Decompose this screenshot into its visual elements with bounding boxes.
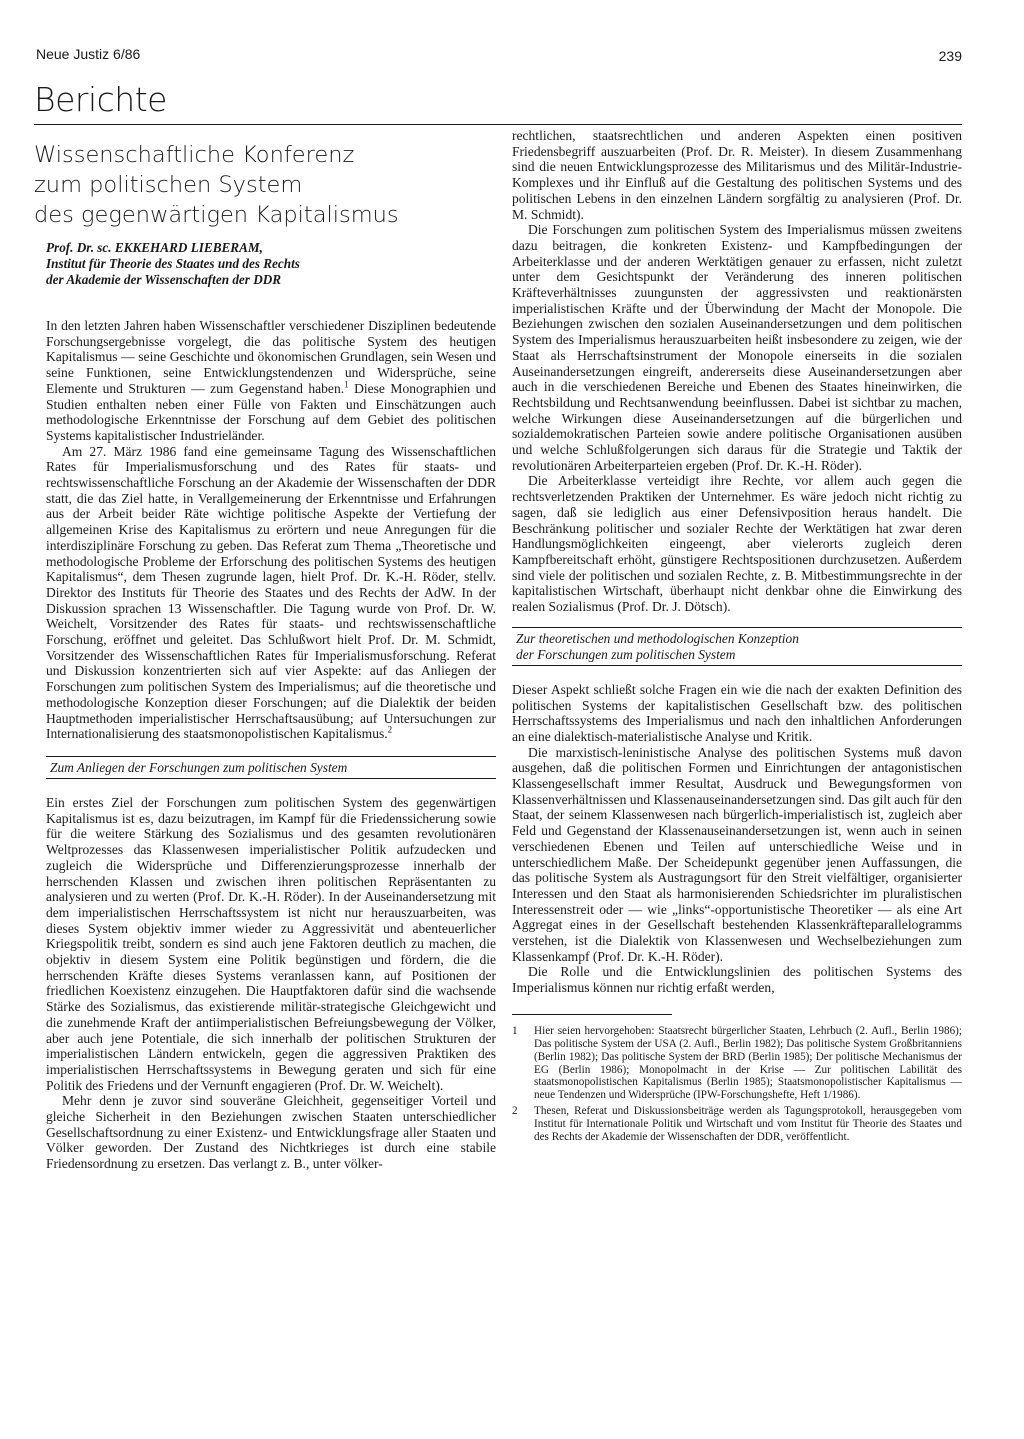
subheading: Zur theoretischen und methodologischen Konzeption der Forschungen zum politischen System	[512, 627, 962, 666]
paragraph: Die marxistisch-leninistische Analyse des politischen Systems muß davon ausgehen, daß die politischen Formen und Einrichtungen der antagonistischen Klassengesellschaft immer Resultat, Ausdruck und Bewegungsformen von Klassenverhältnissen und Klassenauseinandersetzungen sind. Das gilt auch für den Staat, der seinem Klassenwesen nach bürgerlich-imperialistisch ist, zugleich aber Feld und Gegenstand der Klassenauseinandersetzungen ist, wenn auch in seinen verschiedenen Ebenen und Teilen auf unterschiedliche Weise und in unterschiedlichem Maße. Der Scheidepunkt gegenüber jenen Auffassungen, die das politische System als Austragungsort für den Streit vielfältiger, organisierter Interessen und den Staat als harmonisierenden Schiedsrichter im pluralistischen Interessenstreit oder — wie „links“-opportunistische Theoretiker — als eine Art Aggregat eines in der Gesellschaft bestehenden Klassenkräfteparallelogramms verstehen, ist die Dialektik von Klassenwesen und Wechselbeziehungen zum Klassenkampf (Prof. Dr. K.-H. Röder).	[512, 744, 962, 964]
paragraph: In den letzten Jahren haben Wissenschaftler verschiedener Disziplinen bedeutende Forschungsergebnisse vorgelegt, die das politische System des heutigen Kapitalismus — seine Geschichte und ökonomischen Grundlagen, sein Wesen und seine Funktionen, seine Entwicklungstendenzen und Widersprüche, seine Elemente und Strukturen — zum Gegenstand haben.$^1$ Diese Monographien und Studien enthalten neben einer Fülle von Fakten und Einschätzungen auch methodologische Erkenntnisse der Forschung auf dem Gebiet des politischen Systems kapitalistischer Industrieländer.	[46, 318, 496, 443]
running-header	[36, 46, 962, 66]
left-column	[34, 140, 496, 1172]
paragraph: Am 27. März 1986 fand eine gemeinsame Tagung des Wissenschaftlichen Rates für Imperialismusforschung und des Rates für staats- und rechtswissenschaftliche Forschung an der Akademie der Wissenschaften der DDR statt, die das Ziel hatte, in Verallgemeinerung der Erkenntnisse und Erfahrungen aus der Arbeit beider Räte wichtige politische Aspekte der Vertiefung der allgemeinen Krise des Kapitalismus zu erörtern und neue Anregungen für die interdisziplinäre Forschung zu geben. Das Referat zum Thema „Theoretische und methodologische Probleme der Erforschung des politischen Systems des heutigen Kapitalismus“, dem Thesen zugrunde lagen, hielt Prof. Dr. K.-H. Röder, stellv. Direktor des Instituts für Theorie des Staates und des Rechts der AdW. In der Diskussion sprachen 13 Wissenschaftler. Die Tagung wurde von Prof. Dr. W. Weichelt, Vorsitzender des Rates für staats- und rechtswissenschaftliche Forschung, eröffnet und geleitet. Das Schlußwort hielt Prof. Dr. M. Schmidt, Vorsitzender des Wissenschaftlichen Rates für Imperialismusforschung. Referat und Diskussion konzentrierten sich auf vier Aspekte: auf das Anliegen der Forschungen zum politischen System des Imperialismus; auf die theoretische und methodologische Konzeption dieser Forschungen; auf die Dialektik der beiden Hauptmethoden imperialistischer Herrschaftsausübung; auf Untersuchungen zur Internationalisierung des staatsmonopolistischen Kapitalismus.$^2$	[46, 443, 496, 742]
footnote	[512, 1105, 962, 1144]
footnote-rule	[512, 1014, 672, 1015]
paragraph: Mehr denn je zuvor sind souveräne Gleichheit, gegenseitiger Vorteil und gleiche Sicherheit in den Beziehungen zwischen Staaten unterschiedlicher Gesellschaftsordnung zu einer Existenz- und Entwicklungsfrage aller Staaten und Völker geworden. Der Zustand des Nichtkrieges ist durch eine stabile Friedensordnung zu ersetzen. Das verlangt z. B., unter völker-	[46, 1093, 496, 1172]
author: Prof. Dr. sc. EKKEHARD LIEBERAM,	[46, 240, 263, 255]
institution: Institut für Theorie des Staates und des Rechts	[46, 256, 300, 271]
footnote-number: 2	[512, 1105, 518, 1118]
journal-issue: Neue Justiz 6/86	[36, 46, 141, 62]
paragraph: rechtlichen, staatsrechtlichen und anderen Aspekten einen positiven Friedensbegriff auszuarbeiten (Prof. Dr. R. Meister). In diesem Zusammenhang sind die neuen Entwicklungsprozesse des Militarismus und des Militär-Industrie-Komplexes und ihr Einfluß auf die Gestaltung des politischen Systems und des politischen Lebens in den einzelnen Ländern sorgfältig zu analysieren (Prof. Dr. M. Schmidt).	[512, 128, 962, 222]
footnote	[512, 1025, 962, 1102]
right-column	[512, 128, 962, 1147]
byline	[46, 240, 496, 288]
footnote-text: Thesen, Referat und Diskussionsbeiträge werden als Tagungsprotokoll, herausgegeben vom Institut für Internationale Politik und Wirtschaft und vom Institut für Theorie des Staates und des Rechts der Akademie der Wissenschaften der DDR, veröffentlicht.	[534, 1105, 962, 1144]
footnote-ref[interactable]: 2	[387, 724, 393, 735]
footnote-number: 1	[512, 1024, 518, 1037]
section-title: Berichte	[34, 80, 167, 119]
page-number: 239	[938, 48, 962, 64]
institution: der Akademie der Wissenschaften der DDR	[46, 272, 282, 287]
article-title-line: Wissenschaftliche Konferenz	[34, 142, 355, 168]
section-rule	[34, 124, 962, 125]
paragraph: Die Arbeiterklasse verteidigt ihre Rechte, vor allem auch gegen die rechtsverletzenden Praktiken der Unternehmer. Es wäre jedoch nicht richtig zu sagen, daß sie lediglich aus einer Defensivposition heraus handelt. Die Beschränkung politischer und sozialer Rechte der Werktätigen hat zwar deren Handlungsmöglichkeiten eingeengt, aber vielerorts zugleich deren Kampfbereitschaft erhöht, günstigere Rechtspositionen durchzusetzen. Außerdem sind viele der politischen und sozialen Rechte, z. B. Mitbestimmungsrechte in der kapitalistischen Wirtschaft, überhaupt nicht denkbar ohne die Einwirkung des realen Sozialismus (Prof. Dr. J. Dötsch).	[512, 473, 962, 615]
article-title-line: zum politischen System	[34, 172, 303, 198]
paragraph: Die Forschungen zum politischen System des Imperialismus müssen zweitens dazu beitragen, die konkreten Existenz- und Kampfbedingungen der Arbeiterklasse und der anderen Werktätigen genauer zu erfassen, nicht zuletzt unter dem Gesichtspunkt der Veränderung des inneren politischen Kräfteverhältnisses zuungunsten der aggressivsten und reaktionärsten imperialistischen Kräfte und der Überwindung der Macht der Monopole. Die Beziehungen zwischen den sozialen Auseinandersetzungen und dem politischen System des Imperialismus herauszuarbeiten heißt insbesondere zu zeigen, wie der Staat als Herrschaftsinstrument der Monopole einerseits in die sozialen Auseinandersetzungen eingreift, andererseits diese Auseinandersetzungen aber auch in die verschiedenen Bereiche und Ebenen des Staates hineinwirken, die Rechtsbildung und Rechtsanwendung beeinflussen. Dabei ist sichtbar zu machen, welche Wirkungen diese Auseinandersetzungen auf die bürgerlichen und sozialdemokratischen Parteien sowie andere politische Organisationen ausüben und welche Schlußfolgerungen sich daraus für die Strategie und Taktik der revolutionären Arbeiterparteien ergeben (Prof. Dr. K.-H. Röder).	[512, 222, 962, 473]
paragraph: Ein erstes Ziel der Forschungen zum politischen System des gegenwärtigen Kapitalismus ist es, dazu beizutragen, im Kampf für die Friedenssicherung sowie für die weitere Stärkung des Sozialismus und des gesamten revolutionären Weltprozesses das Klassenwesen imperialistischer Politik aufzudecken und zugleich die Widersprüche und Differenzierungsprozesse innerhalb der herrschenden Klassen und zwischen ihren politischen Repräsentanten zu analysieren und zu werten (Prof. Dr. K.-H. Röder). In der Auseinandersetzung mit dem imperialistischen Herrschaftssystem ist nicht nur herauszuarbeiten, was dieses System objektiv immer wieder zu Aggressivität und abenteuerlicher Kriegspolitik treibt, sondern es sind auch jene Faktoren deutlich zu machen, die objektiv in diesem System eine Politik begünstigen und fördern, die die herrschenden Kräfte dieses Systems veranlassen kann, auf Positionen der friedlichen Koexistenz einzugehen. Die Hauptfaktoren dafür sind die wachsende Stärke des Sozialismus, das existierende militär-strategische Gleichgewicht und die zunehmende Kraft der antiimperialistischen Befreiungsbewegung der Völker, aber auch jene Potentiale, die sich innerhalb der politischen Strukturen der imperialistischen Ländern entwickeln, gegen die aggressiven Praktiken des imperialistischen Herrschaftssystems in Bewegung geraten und sich für eine Politik des Friedens und der Vernunft engagieren (Prof. Dr. W. Weichelt).	[46, 794, 496, 1093]
paragraph: Die Rolle und die Entwicklungslinien des politischen Systems des Imperialismus können nur richtig erfaßt werden,	[512, 964, 962, 996]
paragraph: Dieser Aspekt schließt solche Fragen ein wie die nach der exakten Definition des politischen Systems der kapitalistischen Gesellschaft bzw. des politischen Herrschaftssystems des Imperialismus und nach den inhaltlichen Anforderungen an eine dialektisch-materialistische Analyse und Kritik.	[512, 681, 962, 744]
article-title-line: des gegenwärtigen Kapitalismus	[34, 202, 399, 228]
footnote-ref[interactable]: 1	[344, 379, 349, 390]
article-title	[34, 140, 496, 230]
footnote-text: Hier seien hervorgehoben: Staatsrecht bürgerlicher Staaten, Lehrbuch (2. Aufl., Berlin 1986); Das politische System der USA (2. Aufl., Berlin 1982); Das politische System Großbritanniens (Berlin 1982); Das politische System der BRD (Berlin 1985); Der politische Mechanismus der EG (Berlin 1986); Monopolmacht in der Krise — Zur politischen Labilität des staatsmonopolistischen Kapitalismus (Berlin 1985); Staatsmonopolistischer Kapitalismus — neue Tendenzen und Widersprüche (IPW-Forschungshefte, Heft 1/1986).	[534, 1024, 962, 1102]
subheading: Zum Anliegen der Forschungen zum politischen System	[46, 756, 496, 779]
